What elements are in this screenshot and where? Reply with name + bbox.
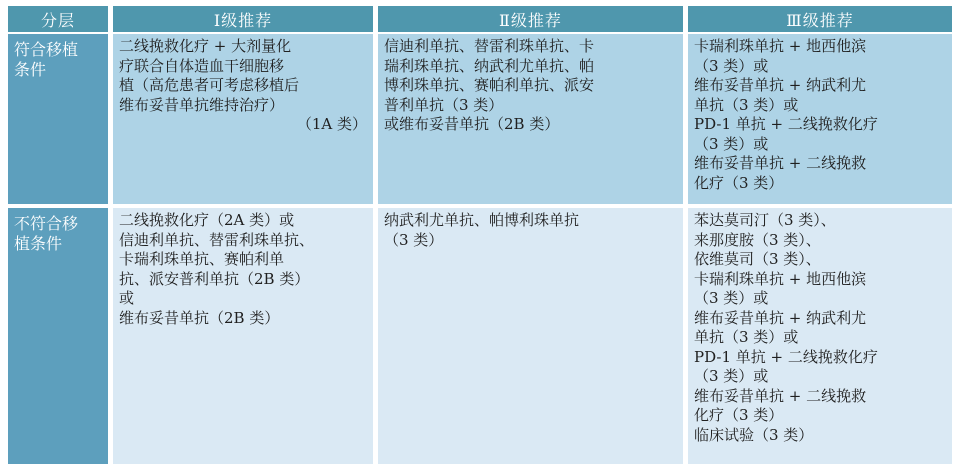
cell-line: 二线挽救化疗（2A 类）或 <box>119 211 295 229</box>
cell-line: （3 类） <box>384 230 444 249</box>
cell-line: 维布妥昔单抗 + 二线挽救 <box>694 154 867 172</box>
cell-eligible-level2 <box>378 34 683 204</box>
cell-line: 卡瑞利珠单抗 + 地西他滨 <box>694 37 867 55</box>
header-layer: 分层 <box>8 6 108 32</box>
header-level2: Ⅱ级推荐 <box>378 6 683 32</box>
cell-line: （3 类）或 <box>694 56 769 75</box>
cell-line: 维布妥昔单抗 + 二线挽救 <box>694 386 867 405</box>
cell-line: 瑞利珠单抗、纳武利尤单抗、帕 <box>384 56 595 75</box>
cell-line: 维布妥昔单抗维持治疗） <box>119 95 285 114</box>
cell-ineligible-level1 <box>113 208 373 464</box>
cell-line: 维布妥昔单抗（2B 类） <box>119 308 280 327</box>
row-label-eligible <box>8 34 108 204</box>
cell-line: （3 类）或 <box>694 134 769 153</box>
cell-line: 或维布妥昔单抗（2B 类） <box>384 115 560 133</box>
header-level1: Ⅰ级推荐 <box>113 6 373 32</box>
cell-ineligible-level3 <box>688 208 952 464</box>
cell-line: （3 类）或 <box>694 289 769 307</box>
row-label-line: 符合移植 <box>14 40 79 59</box>
cell-line: 苯达莫司汀（3 类）、 <box>694 211 836 229</box>
evidence-grade: （1A 类） <box>296 115 367 133</box>
cell-line: 临床试验（3 类） <box>694 425 814 444</box>
cell-line: PD-1 单抗 + 二线挽救化疗 <box>694 347 878 366</box>
cell-eligible-level3 <box>688 34 952 204</box>
cell-line: 化疗（3 类） <box>694 173 784 192</box>
cell-line: 卡瑞利珠单抗 + 地西他滨 <box>694 269 867 288</box>
cell-line: 维布妥昔单抗 + 纳武利尤 <box>694 76 867 94</box>
cell-line: 或 <box>119 289 135 307</box>
row-label-line: 不符合移 <box>14 214 79 233</box>
cell-line: 来那度胺（3 类）、 <box>694 230 821 249</box>
cell-line: PD-1 单抗 + 二线挽救化疗 <box>694 115 878 133</box>
cell-line: （3 类）或 <box>694 367 769 385</box>
row-label-line: 植条件 <box>14 234 63 253</box>
cell-line: 依维莫司（3 类）、 <box>694 250 821 268</box>
cell-line: 单抗（3 类）或 <box>694 95 799 114</box>
cell-line: 卡瑞利珠单抗、赛帕利单 <box>119 250 285 268</box>
header-level3: Ⅲ级推荐 <box>688 6 952 32</box>
cell-line: 疗联合自体造血干细胞移 <box>119 56 285 75</box>
row-label-line: 条件 <box>14 60 47 79</box>
cell-line: 信迪利单抗、替雷利珠单抗、卡 <box>384 37 595 55</box>
cell-line: 化疗（3 类） <box>694 406 784 424</box>
cell-line: 普利单抗（3 类） <box>384 95 504 114</box>
cell-line: 抗、派安普利单抗（2B 类） <box>119 269 310 288</box>
cell-ineligible-level2 <box>378 208 683 464</box>
row-label-ineligible <box>8 208 108 464</box>
cell-line: 信迪利单抗、替雷利珠单抗、 <box>119 230 315 249</box>
cell-line: 单抗（3 类）或 <box>694 328 799 346</box>
cell-line: 维布妥昔单抗 + 纳武利尤 <box>694 308 867 327</box>
cell-line: 二线挽救化疗 + 大剂量化 <box>119 37 292 55</box>
cell-line: 博利珠单抗、赛帕利单抗、派安 <box>384 76 595 94</box>
cell-eligible-level1 <box>113 34 373 204</box>
cell-line: 植（高危患者可考虑移植后 <box>119 76 300 94</box>
cell-line: 纳武利尤单抗、帕博利珠单抗 <box>384 211 580 229</box>
recommendation-table <box>8 6 952 464</box>
